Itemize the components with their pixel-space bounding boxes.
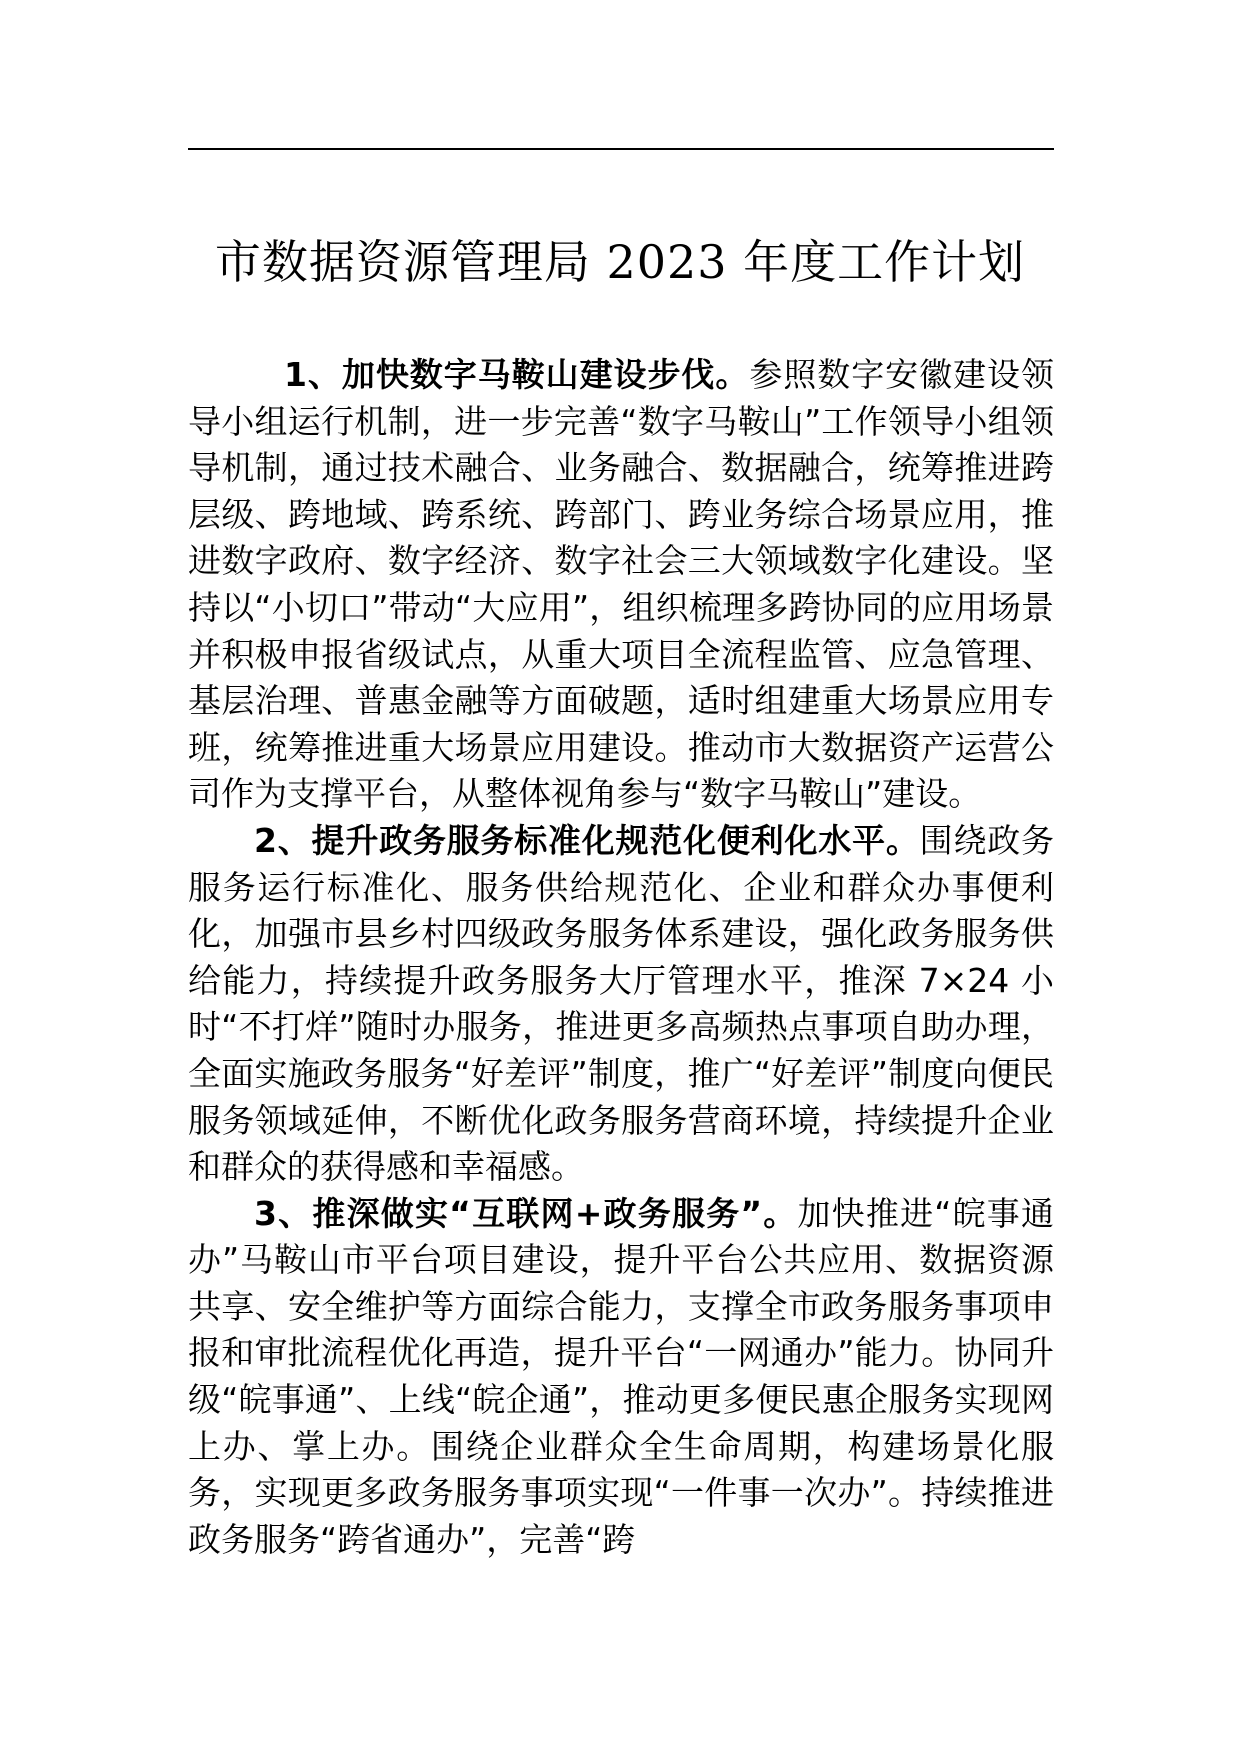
section-1-heading: 1、加快数字马鞍山建设步伐。 xyxy=(284,355,750,394)
section-1 xyxy=(188,352,1054,818)
section-3-heading: 3、推深做实“互联网+政务服务”。 xyxy=(254,1193,798,1233)
section-3 xyxy=(188,1191,1054,1564)
document-title: 市数据资源管理局 2023 年度工作计划 xyxy=(214,235,1026,289)
document-body xyxy=(188,352,1054,1563)
header-rule xyxy=(188,148,1054,150)
section-2-text: 围绕政务服务运行标准化、服务供给规范化、企业和群众办事便利化，加强市县乡村四级政务服务体系建设，强化政务服务供给能力，持续提升政务服务大厅管理水平，推深 7×24 小时“不打烊”随时办服务，推进更多高频热点事项自助办理，全面实施政务服务“好差评”制度，推广“好差评”制度向便民服务领域延伸，不断优化政务服务营商环境，持续提升企业和群众的获得感和幸福感。 xyxy=(188,820,1055,1187)
section-1-text: 参照数字安徽建设领导小组运行机制，进一步完善“数字马鞍山”工作领导小组领导机制，通过技术融合、业务融合、数据融合，统筹推进跨层级、跨地域、跨系统、跨部门、跨业务综合场景应用，推进数字政府、数字经济、数字社会三大领域数字化建设。坚持以“小切口”带动“大应用”，组织梳理多跨协同的应用场景并积极申报省级试点，从重大项目全流程监管、应急管理、基层治理、普惠金融等方面破题，适时组建重大场景应用专班，统筹推进重大场景应用建设。推动市大数据资产运营公司作为支撑平台，从整体视角参与“数字马鞍山”建设。 xyxy=(188,355,1055,814)
section-3-text: 加快推进“皖事通办”马鞍山市平台项目建设，提升平台公共应用、数据资源共享、安全维护等方面综合能力，支撑全市政务服务事项申报和审批流程优化再造，提升平台“一网通办”能力。协同升级“皖事通”、上线“皖企通”，推动更多便民惠企服务实现网上办、掌上办。围绕企业群众全生命周期，构建场景化服务，实现更多政务服务事项实现“一件事一次办”。持续推进政务服务“跨省通办”，完善“跨 xyxy=(188,1193,1054,1559)
section-2 xyxy=(188,818,1054,1191)
section-2-heading: 2、提升政务服务标准化规范化便利化水平。 xyxy=(254,820,920,860)
